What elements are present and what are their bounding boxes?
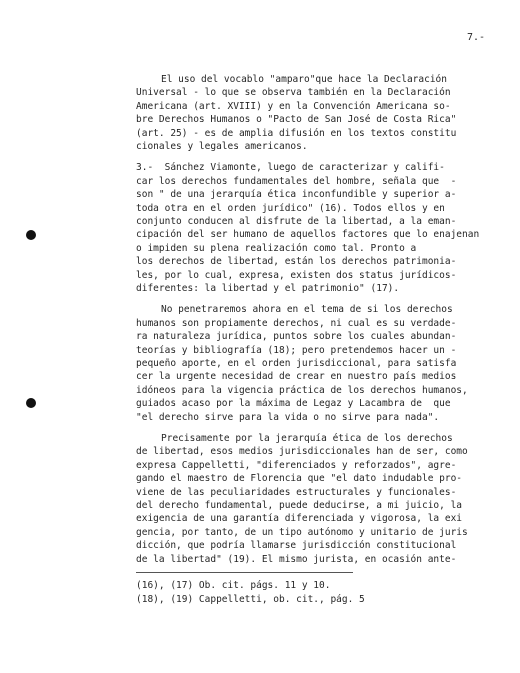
- text-line: exigencia de una garantía diferenciada y vigorosa, la exi: [136, 513, 463, 525]
- text-line: cipación del ser humano de aquellos factores que lo enajenan: [136, 229, 480, 241]
- punch-hole-mark: [26, 230, 36, 240]
- text-line: o impiden su plena realización como tal. Pronto a: [136, 242, 417, 254]
- text-line: diferentes: la libertad y el patrimonio" (17).: [136, 283, 400, 294]
- footnote-divider: [136, 572, 353, 573]
- text-line: del derecho fundamental, puede deducirse, a mi juicio, la: [136, 500, 463, 511]
- text-line: los derechos de libertad, están los derechos patrimonia-: [136, 256, 457, 268]
- text-line: cionales y legales americanos.: [136, 141, 308, 152]
- text-line: pequeño aporte, en el orden jurisdiccional, para satisfa: [136, 358, 457, 369]
- text-line: 3.- Sánchez Viamonte, luego de caracterizar y califi-: [136, 162, 445, 174]
- text-line: dicción, que podría llamarse jurisdicción constitucional: [136, 540, 457, 552]
- text-line: gando el maestro de Florencia que "el dato indudable pro-: [136, 473, 463, 485]
- text-line: expresa Cappelletti, "diferenciados y reforzados", agre-: [136, 459, 457, 471]
- footnote: (16), (17) Ob. cit. págs. 11 y 10.: [136, 579, 331, 591]
- text-line: Americana (art. XVIII) y en la Convención Americana so-: [136, 100, 451, 112]
- text-line: humanos son propiamente derechos, ni cual es su verdade-: [136, 317, 457, 329]
- punch-hole-mark: [26, 398, 36, 408]
- page-number: 7.-: [467, 32, 486, 43]
- text-line: conjunto conducen al disfrute de la libertad, a la eman-: [136, 216, 457, 227]
- text-line: de libertad, esos medios jurisdiccionales han de ser, como: [136, 446, 468, 458]
- text-line: No penetraremos ahora en el tema de si los derechos: [161, 304, 453, 316]
- text-line: gencia, por tanto, de un tipo autónomo y unitario de juris: [136, 526, 468, 538]
- footnote: (18), (19) Cappelletti, ob. cit., pág. 5: [136, 593, 365, 605]
- text-line: Precisamente por la jerarquía ética de los derechos: [161, 433, 453, 444]
- text-line: bre Derechos Humanos o "Pacto de San José de Costa Rica": [136, 114, 457, 126]
- text-line: El uso del vocablo "amparo"que hace la Declaración: [161, 74, 447, 85]
- text-line: teorías y bibliografía (18); pero pretendemos hacer un -: [136, 344, 457, 356]
- text-line: "el derecho sirve para la vida o no sirve para nada".: [136, 411, 440, 423]
- text-line: viene de las peculiaridades estructurales y funcionales-: [136, 486, 457, 498]
- text-line: cer la urgente necesidad de crear en nuestro país medios: [136, 371, 457, 383]
- text-line: guiados acaso por la máxima de Legaz y Lacambra de que: [136, 398, 451, 410]
- text-line: ra naturaleza jurídica, puntos sobre los cuales abundan-: [136, 331, 457, 343]
- text-line: idóneos para la vigencia práctica de los derechos humanos,: [136, 384, 468, 396]
- text-line: les, por lo cual, expresa, existen dos status jurídicos-: [136, 269, 457, 281]
- text-line: car los derechos fundamentales del hombre, señala que -: [136, 175, 457, 187]
- text-line: (art. 25) - es de amplia difusión en los textos constitu: [136, 127, 457, 139]
- text-line: Universal - lo que se observa también en la Declaración: [136, 87, 451, 99]
- text-line: de la libertad" (19). El mismo jurista, en ocasión ante-: [136, 553, 457, 565]
- text-line: son " de una jerarquía ética inconfundible y superior a-: [136, 189, 457, 201]
- text-line: toda otra en el orden jurídico" (16). Todos ellos y en: [136, 202, 445, 214]
